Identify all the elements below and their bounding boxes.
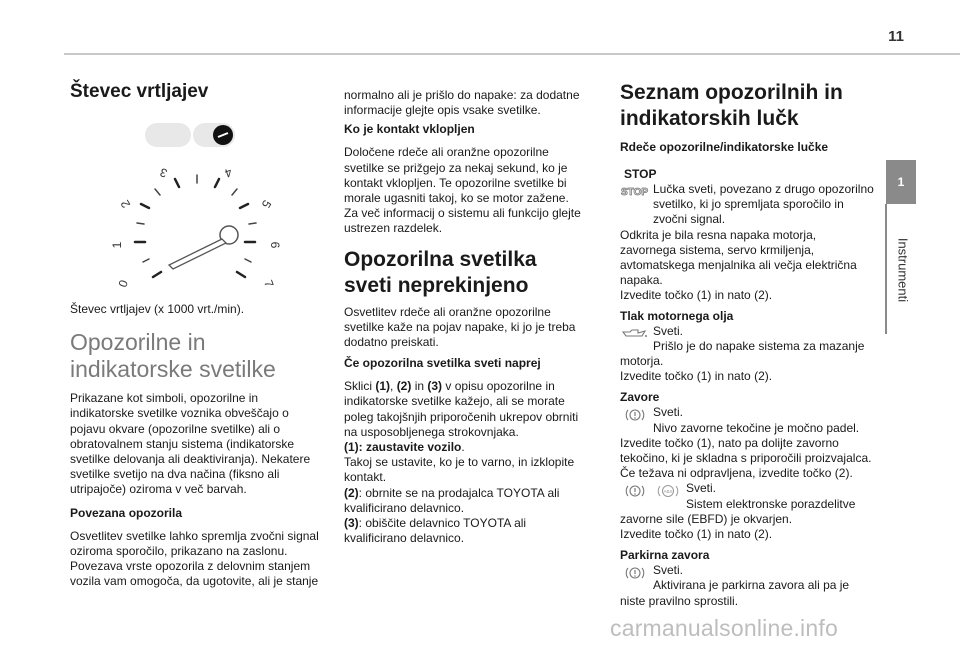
gauge-tick-5: 5 (258, 197, 275, 211)
brake-warning-icon-2 (620, 483, 650, 499)
warning-lamps-intro: Prikazane kot simboli, opozorilne in indikatorske svetilke voznika obveščajo o pojavu okvare (opozorilne svetilke) ali o obratovalnem stanju sistema (indikatorske svetilke delovanja ali deaktiviranja). Nekatere svetilke svetijo na dva načina (fiksno ali utripajoče) oziroma v več barvah. (70, 391, 311, 497)
header-rule (64, 53, 960, 55)
related-warnings-heading: Povezana opozorila (70, 505, 183, 520)
gauge-tick-6: 6 (268, 241, 282, 249)
ebfd-entry (620, 481, 875, 527)
oil-can-icon (620, 326, 650, 340)
brakes-heading: Zavore (620, 390, 660, 405)
red-lamps-subtitle: Rdeče opozorilne/indikatorske lučke (620, 140, 829, 154)
gauge-needle (169, 226, 238, 269)
references-text: Sklici (1), (2) in (3) v opisu opozorilne in indikatorske svetilke kažejo, ali se morate poleg takojšnjih priporočenih ukrepov obrniti na usposobljenega strokovnjaka. (344, 379, 579, 439)
parking-text-1: Sveti. (653, 563, 684, 578)
parking-brake-icon (620, 565, 650, 581)
brake-text-4: Če težava ni odpravljena, izvedite točko (2). (620, 466, 853, 481)
gauge-tick-2: 2 (117, 197, 134, 211)
page-number: 11 (888, 28, 904, 45)
tachometer-gauge (110, 117, 282, 292)
oil-text-2: Prišlo je do napake sistema za mazanje motorja. (620, 338, 865, 369)
gauge-tick-3: 3 (158, 165, 170, 181)
ignition-on-more: Za več informacij o sistemu ali funkcijo glejte ustrezen razdelek. (344, 206, 581, 236)
column-3 (620, 80, 875, 609)
stop-heading: STOP (624, 167, 657, 181)
oil-entry (620, 324, 875, 370)
ignition-on-text: Določene rdeče ali oranžne opozorilne svetilke se prižgejo za nekaj sekund, ko je kontakt vklopljen. Te opozorilne svetilke bi morale ugasniti takoj, ko se motor zažene. (344, 145, 569, 206)
section-label: Instrumenti (895, 237, 911, 303)
parking-brake-heading: Parkirna zavora (620, 548, 710, 563)
ebfd-text-2: Sistem elektronske porazdelitve zavorne sile (EBFD) je okvarjen. (620, 496, 856, 526)
abs-icon (653, 483, 683, 499)
chapter-rule (885, 204, 887, 334)
oil-text-1: Sveti. (653, 323, 684, 338)
column-1 (70, 80, 325, 589)
stop-entry (620, 182, 875, 228)
gauge-tick-7: 7 (261, 278, 277, 290)
gauge-tick-0: 0 (115, 278, 131, 290)
column-2 (344, 88, 589, 546)
continued-text: normalno ali je prišlo do napake: za dodatne informacije glejte opis vsake svetilke. (344, 88, 580, 118)
oil-text-3: Izvedite točko (1) in nato (2). (620, 369, 773, 384)
chapter-tab[interactable]: 1 (886, 160, 916, 204)
ignition-on-heading: Ko je kontakt vklopljen (344, 122, 475, 137)
related-warnings-text: Osvetlitev svetilke lahko spremlja zvočni signal oziroma sporočilo, prikazano na zaslonu. Povezava vrste opozorila z delovnim stanjem vozila vam omogoča, da ugotovite, ali je stanje (70, 528, 319, 589)
step-3: (3): obiščite delavnico TOYOTA ali kvalificirano delavnico. (344, 516, 527, 546)
tachometer-title: Števec vrtljajev (70, 81, 209, 102)
ebfd-text-1: Sveti. (686, 481, 717, 496)
stop-icon (620, 184, 650, 198)
lamp-steady-title: Opozorilna svetilka sveti neprekinjeno (344, 247, 537, 297)
parking-entry (620, 563, 875, 609)
parking-text-2: Aktivirana je parkirna zavora ali pa je niste pravilno sprostili. (620, 578, 850, 608)
lamp-list-title: Seznam opozorilnih in indikatorskih lučk (620, 81, 843, 130)
step-2: (2): obrnite se na prodajalca TOYOTA ali kvalificirano delavnico. (344, 485, 560, 515)
gauge-tick-1: 1 (110, 241, 124, 249)
brake-text-2: Nivo zavorne tekočine je močno padel. (653, 420, 860, 435)
stop-text-2: Odkrita je bila resna napaka motorja, zavornega sistema, servo krmiljenja, avtomatskega menjalnika ali večja električna napaka. (620, 227, 857, 288)
svg-text:ABS: ABS (663, 489, 673, 495)
lamp-steady-text: Osvetlitev rdeče ali oranžne opozorilne svetilke kaže na pojav napake, ki jo je treba dodatno preiskati. (344, 304, 576, 350)
brake-text-1: Sveti. (653, 405, 684, 420)
warning-lamps-title: Opozorilne in indikatorske svetilke (70, 329, 276, 383)
brake-warning-icon (620, 407, 650, 423)
oil-pressure-heading: Tlak motornega olja (620, 308, 734, 323)
step-1-text: Takoj se ustavite, ko je to varno, in izklopite kontakt. (344, 455, 575, 485)
ebfd-text-3: Izvedite točko (1) in nato (2). (620, 527, 773, 542)
tachometer-caption: Števec vrtljajev (x 1000 vrt./min). (70, 302, 245, 316)
svg-text:STOP: STOP (621, 187, 649, 198)
brake-entry (620, 405, 875, 435)
brake-text-3: Izvedite točko (1), nato pa dolijte zavorno tekočino, ki je skladna s priporočili proizvajalca. (620, 435, 872, 466)
stop-text-1: Lučka sveti, povezano z drugo opozorilno svetilko, ki jo spremljata sporočilo in zvočni signal. (653, 182, 874, 227)
stop-text-3: Izvedite točko (1) in nato (2). (620, 288, 773, 303)
gauge-tick-4: 4 (222, 165, 234, 181)
watermark: carmanualsonline.info (610, 615, 838, 641)
lamp-stays-on-heading: Če opozorilna svetilka sveti naprej (344, 356, 541, 371)
gauge-display-left (145, 123, 191, 147)
step-1: (1): zaustavite vozilo. (344, 440, 465, 455)
